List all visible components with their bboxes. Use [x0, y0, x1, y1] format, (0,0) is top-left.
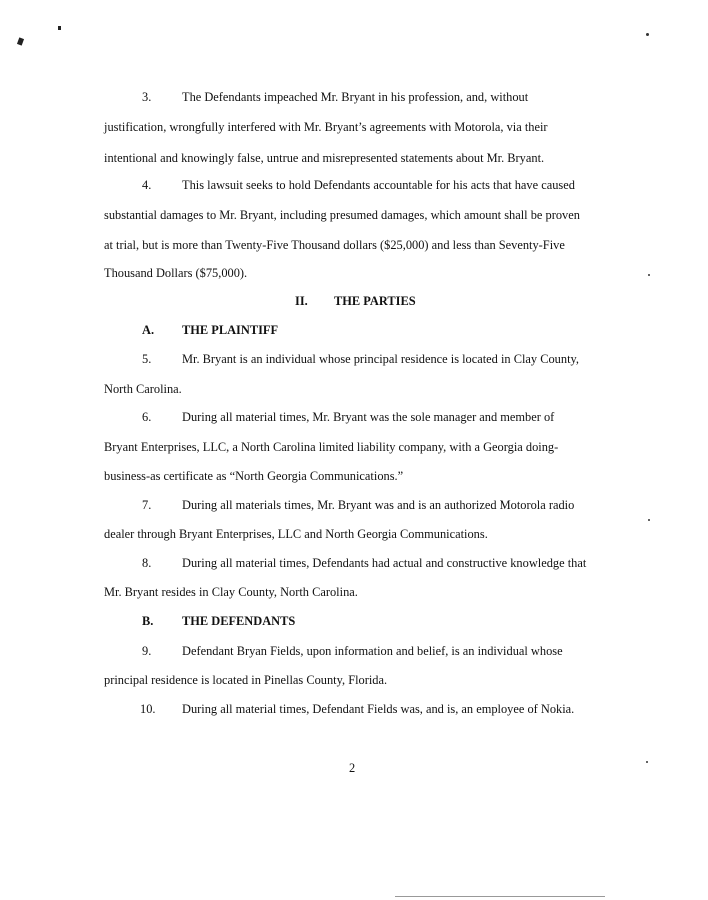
scan-mark: [58, 26, 61, 30]
page-number: 2: [349, 761, 356, 775]
paragraph-9-line-1: Defendant Bryan Fields, upon information and belief, is an individual whose: [182, 644, 563, 658]
paragraph-8-line-2: Mr. Bryant resides in Clay County, North Carolina.: [104, 585, 358, 599]
paragraph-7-line-2: dealer through Bryant Enterprises, LLC and North Georgia Communications.: [104, 527, 488, 541]
paragraph-6-line-2: Bryant Enterprises, LLC, a North Carolina limited liability company, with a Georgia doing-: [104, 440, 559, 454]
scan-speck: [648, 519, 650, 521]
paragraph-4-number: 4.: [142, 178, 152, 192]
paragraph-8-number: 8.: [142, 556, 152, 570]
paragraph-9-number: 9.: [142, 644, 152, 658]
paragraph-8-line-1: During all material times, Defendants had actual and constructive knowledge that: [182, 556, 587, 570]
subheading-a-letter: A.: [142, 323, 155, 337]
scan-mark: [395, 896, 605, 897]
section-ii-title: THE PARTIES: [334, 294, 416, 308]
paragraph-4-line-3: at trial, but is more than Twenty-Five Thousand dollars ($25,000) and less than Seventy-Five: [104, 238, 565, 252]
paragraph-5-line-2: North Carolina.: [104, 382, 182, 396]
scan-speck: [646, 33, 649, 36]
paragraph-3-line-2: justification, wrongfully interfered with Mr. Bryant’s agreements with Motorola, via their: [104, 120, 548, 134]
paragraph-7-number: 7.: [142, 498, 152, 512]
paragraph-5-number: 5.: [142, 352, 152, 366]
paragraph-7-line-1: During all materials times, Mr. Bryant was and is an authorized Motorola radio: [182, 498, 575, 512]
paragraph-4-line-4: Thousand Dollars ($75,000).: [104, 266, 248, 280]
paragraph-4-line-1: This lawsuit seeks to hold Defendants accountable for his acts that have caused: [182, 178, 575, 192]
paragraph-4-line-2: substantial damages to Mr. Bryant, including presumed damages, which amount shall be proven: [104, 208, 580, 222]
paragraph-3-number: 3.: [142, 90, 152, 104]
scan-speck: [648, 274, 650, 276]
paragraph-9-line-2: principal residence is located in Pinellas County, Florida.: [104, 673, 388, 687]
subheading-a-title: THE PLAINTIFF: [182, 323, 279, 337]
section-ii-numeral: II.: [295, 294, 308, 308]
paragraph-6-line-3: business-as certificate as “North Georgia Communications.”: [104, 469, 404, 483]
subheading-b-letter: B.: [142, 614, 154, 628]
scan-mark: [17, 37, 24, 45]
scan-speck: [646, 761, 648, 763]
paragraph-6-number: 6.: [142, 410, 152, 424]
paragraph-10-line-1: During all material times, Defendant Fields was, and is, an employee of Nokia.: [182, 702, 575, 716]
paragraph-3-line-1: The Defendants impeached Mr. Bryant in his profession, and, without: [182, 90, 529, 104]
paragraph-10-number: 10.: [140, 702, 156, 716]
paragraph-6-line-1: During all material times, Mr. Bryant was the sole manager and member of: [182, 410, 555, 424]
subheading-b-title: THE DEFENDANTS: [182, 614, 296, 628]
paragraph-3-line-3: intentional and knowingly false, untrue and misrepresented statements about Mr. Bryant.: [104, 151, 545, 165]
paragraph-5-line-1: Mr. Bryant is an individual whose principal residence is located in Clay County,: [182, 352, 579, 366]
